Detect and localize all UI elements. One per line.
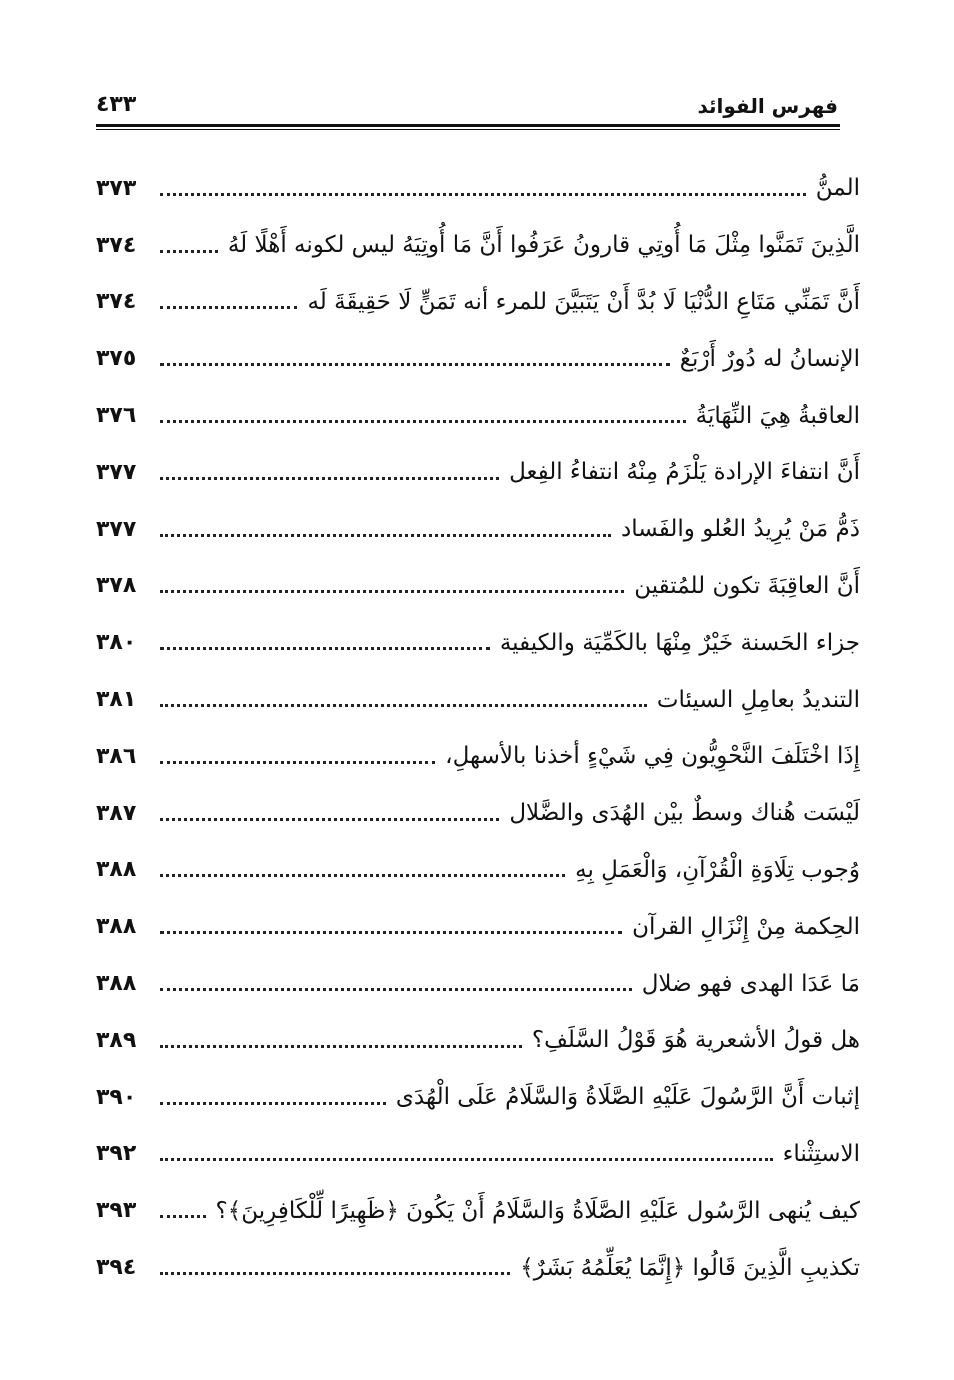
dot-leader bbox=[160, 1102, 386, 1105]
index-entry bbox=[96, 160, 860, 217]
entry-page: ٣٨٩ bbox=[96, 1027, 137, 1053]
dot-leader bbox=[160, 420, 686, 423]
entry-text: العاقبةُ هِيَ النِّهَايَةُ bbox=[695, 402, 860, 429]
entry-page: ٣٨٧ bbox=[96, 800, 137, 826]
entry-page: ٣٨٠ bbox=[96, 630, 137, 656]
entry-page: ٣٨٨ bbox=[96, 857, 137, 883]
index-entry bbox=[96, 444, 860, 501]
entry-page: ٣٧٦ bbox=[96, 403, 137, 429]
dot-leader bbox=[160, 874, 565, 877]
index-entry bbox=[96, 671, 860, 728]
dot-leader bbox=[160, 647, 490, 650]
entry-page: ٣٧٤ bbox=[96, 289, 137, 315]
index-entry bbox=[96, 217, 860, 274]
entry-page: ٣٧٤ bbox=[96, 232, 137, 258]
index-list bbox=[96, 160, 860, 1296]
entry-text: الاستِثْناء bbox=[782, 1140, 860, 1167]
index-entry bbox=[96, 1012, 860, 1069]
entry-text: أَنَّ انتفاءَ الإرادة يَلْزَمُ مِنْهُ انتفاءُ الفِعل bbox=[509, 459, 860, 486]
index-entry bbox=[96, 387, 860, 444]
entry-page: ٣٩٤ bbox=[96, 1255, 137, 1281]
dot-leader bbox=[160, 818, 499, 821]
index-entry bbox=[96, 501, 860, 558]
entry-text: إثبات أَنَّ الرَّسُولَ عَلَيْهِ الصَّلَاةُ وَالسَّلَامُ عَلَى الْهُدَى bbox=[395, 1084, 860, 1111]
entry-text: هل قولُ الأشعرية هُوَ قَوْلُ السَّلَفِ؟ bbox=[531, 1027, 860, 1054]
entry-text: إِذَا اخْتَلَفَ النَّحْوِيُّون فِي شَيْءٍ أخذنا بالأسهلِ، bbox=[445, 743, 860, 770]
dot-leader bbox=[160, 704, 647, 707]
dot-leader bbox=[160, 477, 499, 480]
dot-leader bbox=[160, 1215, 206, 1218]
dot-leader bbox=[160, 1158, 773, 1161]
dot-leader bbox=[160, 534, 611, 537]
entry-text: أَنَّ تَمَنِّي مَتَاعِ الدُّنْيَا لَا بُدَّ أَنْ يَتَبَيَّنَ للمرء أنه تَمَنٍّ لَا حَقِيقَةَ لَه bbox=[307, 288, 860, 315]
header-rule bbox=[96, 124, 840, 127]
entry-text: جزاء الحَسنة خَيْرٌ مِنْهَا بالكَمِّيَة والكيفية bbox=[499, 629, 860, 656]
index-entry bbox=[96, 274, 860, 331]
index-entry bbox=[96, 728, 860, 785]
index-entry bbox=[96, 955, 860, 1012]
index-entry bbox=[96, 785, 860, 842]
dot-leader bbox=[160, 363, 670, 366]
page-header bbox=[96, 92, 838, 128]
entry-page: ٣٨٨ bbox=[96, 914, 137, 940]
header-rule-thin bbox=[96, 129, 840, 130]
index-entry bbox=[96, 1182, 860, 1239]
index-entry bbox=[96, 330, 860, 387]
entry-page: ٣٧٨ bbox=[96, 573, 137, 599]
index-entry bbox=[96, 614, 860, 671]
entry-text: الحِكمة مِنْ إِنْزَالِ القرآن bbox=[632, 913, 860, 940]
index-entry bbox=[96, 842, 860, 899]
index-entry bbox=[96, 1239, 860, 1296]
index-entry bbox=[96, 1069, 860, 1126]
index-entry bbox=[96, 558, 860, 615]
entry-text: تكذيبِ الَّذِينَ قَالُوا ﴿إِنَّمَا يُعَلِّمُهُ بَشَرٌ﴾ bbox=[520, 1254, 860, 1281]
entry-text: لَيْسَت هُناك وسطٌ بيْن الهُدَى والضَّلال bbox=[509, 800, 860, 827]
entry-page: ٣٩٠ bbox=[96, 1084, 137, 1110]
entry-text: كيف يُنهى الرَّسُول عَلَيْهِ الصَّلَاةُ وَالسَّلَامُ أَنْ يَكُونَ ﴿ظَهِيرًا لِّلْكَافِرِينَ﴾؟ bbox=[215, 1197, 860, 1224]
section-title: فهرس الفوائد bbox=[697, 94, 838, 118]
entry-page: ٣٨١ bbox=[96, 687, 137, 713]
dot-leader bbox=[160, 590, 624, 593]
dot-leader bbox=[160, 1045, 522, 1048]
dot-leader bbox=[160, 306, 297, 309]
entry-text: التنديدُ بعامِلِ السيئات bbox=[656, 686, 860, 713]
dot-leader bbox=[160, 761, 435, 764]
index-entry bbox=[96, 898, 860, 955]
dot-leader bbox=[160, 988, 632, 991]
dot-leader bbox=[160, 250, 218, 253]
entry-text: الإنسانُ له دُورٌ أَرْبَعٌ bbox=[679, 345, 860, 372]
entry-page: ٣٩٣ bbox=[96, 1198, 137, 1224]
entry-text: الَّذِينَ تَمَنَّوا مِثْلَ مَا أُوتِي قارونُ عَرَفُوا أَنَّ مَا أُوتِيَهُ ليس لكونه أَهْلًا لَهُ bbox=[227, 232, 860, 259]
index-entry bbox=[96, 1126, 860, 1183]
dot-leader bbox=[160, 193, 806, 196]
dot-leader bbox=[160, 1272, 510, 1275]
entry-page: ٣٨٨ bbox=[96, 971, 137, 997]
entry-text: وُجوب تِلَاوَةِ الْقُرْآنِ، وَالْعَمَلِ بِهِ bbox=[575, 856, 860, 883]
dot-leader bbox=[160, 931, 622, 934]
entry-page: ٣٧٧ bbox=[96, 459, 137, 485]
entry-page: ٣٧٧ bbox=[96, 516, 137, 542]
page-number: ٤٣٣ bbox=[96, 92, 137, 117]
entry-page: ٣٩٢ bbox=[96, 1141, 137, 1167]
entry-text: مَا عَدَا الهدى فهو ضلال bbox=[641, 970, 860, 997]
entry-text: المنُّ bbox=[815, 175, 860, 202]
entry-page: ٣٧٣ bbox=[96, 175, 137, 201]
entry-text: ذَمُّ مَنْ يُرِيدُ العُلو والفَساد bbox=[620, 516, 860, 543]
entry-text: أَنَّ العاقِبَةَ تكون للمُتقين bbox=[634, 572, 860, 599]
entry-page: ٣٨٦ bbox=[96, 743, 137, 769]
entry-page: ٣٧٥ bbox=[96, 346, 137, 372]
